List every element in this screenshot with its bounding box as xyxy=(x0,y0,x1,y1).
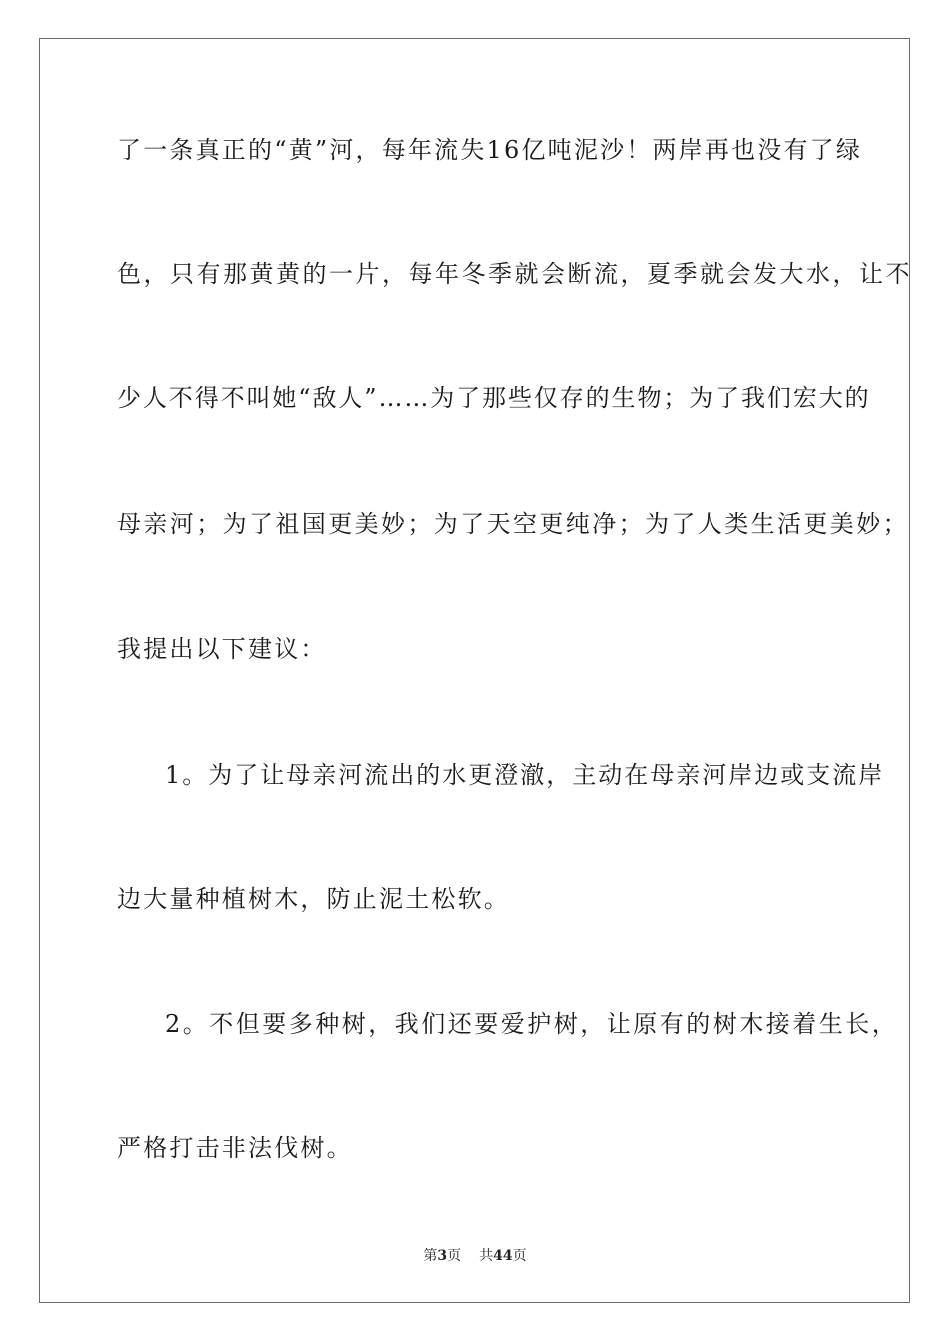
page-footer xyxy=(0,1247,950,1265)
total-pages: 44 xyxy=(493,1248,513,1264)
text-line-4: 母亲河；为了祖国更美妙；为了天空更纯净；为了人类生活更美妙； xyxy=(117,510,909,538)
text-line-3: 少人不得不叫她“敌人”……为了那些仅存的生物；为了我们宏大的 xyxy=(117,384,871,412)
page-number: 3 xyxy=(437,1248,448,1264)
text-line-6: 1。为了让母亲河流出的水更澄澈，主动在母亲河岸边或支流岸 xyxy=(165,761,885,789)
text-line-1: 了一条真正的“黄”河，每年流失16亿吨泥沙！两岸再也没有了绿 xyxy=(117,136,863,164)
text-line-7: 边大量种植树木，防止泥土松软。 xyxy=(117,885,510,913)
text-line-8: 2。不但要多种树，我们还要爱护树，让原有的树木接着生长， xyxy=(165,1010,899,1038)
text-line-9: 严格打击非法伐树。 xyxy=(117,1134,353,1162)
text-line-5: 我提出以下建议： xyxy=(117,635,327,663)
total-suffix: 页 xyxy=(512,1248,527,1264)
page-border xyxy=(39,38,910,1303)
page-prefix: 第 xyxy=(423,1248,438,1264)
page-suffix: 页 xyxy=(447,1248,462,1264)
total-prefix: 共 xyxy=(479,1248,494,1264)
text-line-2: 色，只有那黄黄的一片，每年冬季就会断流，夏季就会发大水，让不 xyxy=(117,260,912,288)
